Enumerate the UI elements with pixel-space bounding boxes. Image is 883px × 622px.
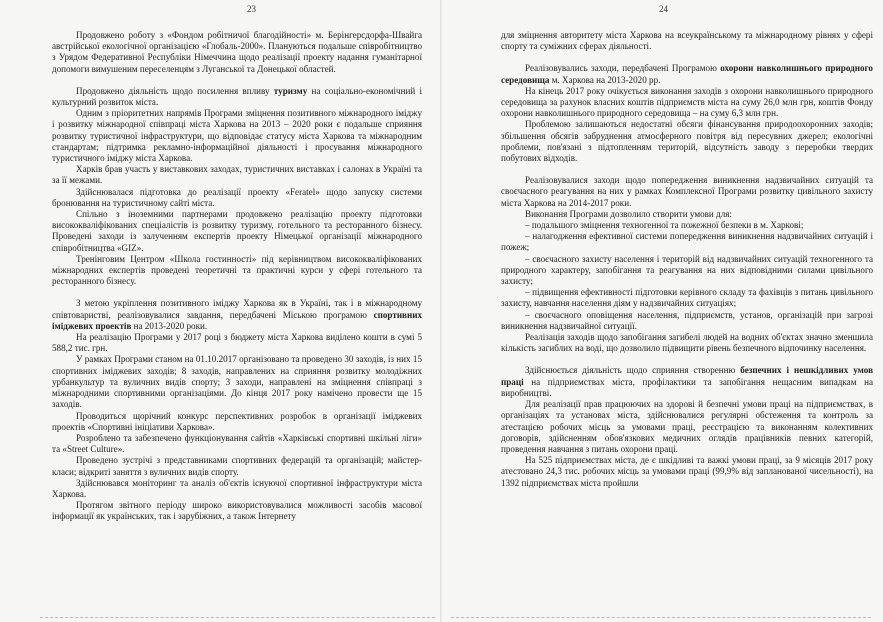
page-number: 24	[659, 4, 668, 14]
paragraph	[52, 187, 422, 209]
page-body	[52, 30, 422, 523]
paragraph	[52, 164, 422, 186]
paragraph-text: – підвищення ефективності підготовки керівного складу та фахівців з питань цивільного захисту, навчання населення діям у надзвичайних ситуаціях;	[501, 287, 873, 309]
paragraph	[501, 254, 873, 288]
paragraph	[52, 108, 422, 164]
paragraph	[52, 500, 422, 522]
paragraph	[501, 310, 873, 332]
paragraph-text: Проблемою залишаються недостатні обсяги фінансування природоохоронних заходів; збільшення обсягів забруднення атмосферного повітря від пересувних джерел; екологічні проблеми, пов'язані з підтопленням територій, відсутність заводу з переробки твердих побутових відходів.	[501, 119, 873, 164]
paragraph-text: для зміцнення авторитету міста Харкова на всеукраїнському та міжнародному рівнях у сфері спорту та суміжних сферах діяльності.	[501, 30, 873, 52]
paragraph-text: Тренінговим Центром «Школа гостинності» під керівництвом висококваліфікованих міжнародних експертів проведені теоретичні та практичні курси у сфері готельного та ресторанного бізнесу.	[52, 253, 422, 287]
paragraph	[52, 298, 422, 332]
paragraph	[52, 30, 422, 75]
paragraph	[501, 332, 873, 354]
paragraph	[52, 455, 422, 477]
paragraph	[501, 399, 873, 455]
paragraph-text: На 525 підприємствах міста, де є шкідливі та важкі умови праці, за 9 місяців 2017 року атестовано 24,3 тис. робочих місць за умовами праці (99,9% від запланованої чисельності), на 1392 підприємствах міста пройшли	[501, 455, 873, 488]
paragraph-text: Реалізовувалися заходи щодо попередження виникнення надзвичайних ситуацій та своєчасного реагування на них у рамках Комплексної Програми розвитку цивільного захисту міста Харкова на 2014-2017 роки.	[501, 175, 873, 208]
paragraph-text: Здійснюється діяльність щодо сприяння створенню	[525, 365, 741, 376]
paragraph-text: На кінець 2017 року очікується виконання заходів з охорони навколишнього природного середовища за рахунок власних коштів підприємств міста на суму 26,0 млн грн, коштів Фонду охорони навколишнього природного середовища – на суму 6,3 млн грн.	[501, 85, 873, 119]
paragraph	[501, 220, 873, 231]
paragraph-text: З метою укріплення позитивного іміджу Харкова як в Україні, так і в міжнародному співтоваристві, реалізовувалися завдання, передбачені Міською програмою	[52, 298, 422, 320]
bold-term: туризму	[273, 85, 308, 96]
paragraph	[52, 478, 422, 500]
paragraph	[501, 86, 873, 120]
bottom-edge-line	[451, 617, 871, 619]
paragraph-text: Харків брав участь у виставкових заходах, туристичних виставках і салонах в Україні та за її межами.	[52, 164, 422, 186]
paragraph-text: Реалізовувались заходи, передбачені Програмою	[525, 63, 721, 74]
page-number: 23	[247, 4, 256, 14]
paragraph-text: Виконання Програми дозволило створити умови для:	[525, 208, 732, 219]
paragraph	[501, 63, 873, 85]
paragraph	[501, 455, 873, 489]
paragraph-text: Реалізація заходів щодо запобігання загибелі людей на водних об'єктах значно зменшила кількість загиблих на воді, що дозволило підвищити рівень безпечного відпочинку населення.	[501, 332, 873, 354]
paragraph-text: на соціально-економічний і культурний розвиток міста.	[52, 85, 422, 108]
paragraph	[501, 231, 873, 253]
paragraph	[501, 287, 873, 309]
bold-term: безпечних і нешкідливих умов праці	[501, 365, 873, 387]
bold-term: охорони навколишнього природного середовища	[501, 63, 873, 85]
paragraph	[52, 433, 422, 455]
paragraph	[52, 332, 422, 354]
paragraph	[52, 86, 422, 108]
paragraph-text: Протягом звітного періоду широко використовувалися можливості засобів масової інформації як українських, так і зарубіжних, а також Інтернету	[52, 500, 422, 522]
paragraph	[52, 209, 422, 254]
bold-term: спортивних іміджевих проектів	[52, 309, 422, 331]
paragraph-text: м. Харкова на 2013-2020 рр.	[549, 74, 661, 85]
paragraph-text: на підприємствах міста, профілактики та запобігання нещасним випадкам на виробництві.	[501, 376, 873, 398]
paragraph-text: У рамках Програми станом на 01.10.2017 організовано та проведено 30 заходів, із них 15 спортивних іміджевих заходів; 8 заходів, направлених на сприяння розвитку молодіжних урбанкультур та вуличних видів спорту; 3 заходи, направлені на зміцнення співпраці з міжнародними спортивними організаціями. До кінця 2017 року намічено провести ще 15 заходів.	[52, 354, 422, 410]
paragraph	[501, 175, 873, 209]
paragraph	[501, 365, 873, 399]
paragraph-text: Продовжено діяльність щодо посилення впливу	[76, 85, 274, 96]
paragraph-text: Здійснювалася підготовка до реалізації проекту «Feratel» щодо запуску системи бронювання на туристичному сайті міста.	[52, 186, 422, 208]
paragraph-text: – налагодження ефективної системи попередження виникнення надзвичайних ситуацій і пожеж;	[501, 231, 873, 253]
paragraph-text: На реалізацію Програми у 2017 році з бюджету міста Харкова виділено кошти в сумі 5 588,2 тис. грн.	[52, 332, 422, 354]
paragraph	[52, 411, 422, 433]
paragraph	[52, 254, 422, 288]
paragraph-text: – подальшого зміцнення техногенної та пожежної безпеки в м. Харкові;	[525, 220, 804, 231]
paragraph-text: Для реалізації прав працюючих на здорові й безпечні умови праці на підприємствах, в організаціях та установах міста, здійснювалися регулярні обстеження та контроль за атестацією робочих місць за умовами праці, реєстрацією та виконанням колективних договорів, здійсненням обов'язкових медичних оглядів працівників певних категорій, проведення навчання з питань охорони праці.	[501, 399, 873, 454]
paragraph-text: на 2013-2020 роки.	[131, 320, 208, 331]
paragraph-text: Спільно з іноземними партнерами продовжено реалізацію проекту підготовки висококваліфікованих спеціалістів із розвитку туризму, готельного та ресторанного бізнесу. Проведені заходи із залученням експертів проекту Німецької організації міжнародного співробітництва «GIZ».	[52, 209, 422, 253]
paragraph	[501, 30, 873, 52]
page-23	[0, 0, 441, 622]
paragraph-text: Розроблено та забезпечено функціонування сайтів «Харківські спортивні шкільні ліги» та «Street Culture».	[52, 432, 422, 455]
page-24	[441, 0, 883, 622]
paragraph	[501, 119, 873, 164]
paragraph-text: Проводиться щорічний конкурс перспективних розробок в організації іміджевих проектів «Спортивні ініціативи Харкова».	[52, 410, 422, 432]
paragraph-text: Проведено зустрічі з представниками спортивних федерацій та організацій; майстер-класи; відкриті заняття з вуличних видів спорту.	[52, 455, 422, 477]
page-body	[501, 30, 873, 489]
bottom-edge-line	[40, 617, 435, 619]
paragraph	[52, 354, 422, 410]
paragraph	[501, 209, 873, 220]
paragraph-text: – своєчасного оповіщення населення, підприємств, установ, організацій при загрозі виникнення надзвичайної ситуації.	[501, 309, 873, 331]
paragraph-text: Продовжено роботу з «Фондом робітничої благодійності» м. Берінгерсдорфа-Швайга австрійської екологічної організацією «Глобаль-2000». Плануються подальше співробітництво з Урядом Федеративної Республіки Німеччина щодо реалізації проекту надання гуманітарної допомоги вимушеним переселенцям з Луганської та Донецької областей.	[52, 30, 422, 74]
paragraph-text: Здійснювався моніторинг та аналіз об'єктів існуючої спортивної інфраструктури міста Харкова.	[52, 477, 422, 499]
paragraph-text: Одним з пріоритетних напрямів Програми зміцнення позитивного міжнародного іміджу і розвитку міжнародної співпраці міста Харкова на 2013 – 2020 роки є подальше сприяння розвитку туристичної інфраструктури, що відповідає статусу міста Харкова та міжнародним стандартам; підтримка рекламно-інформаційної діяльності і просування міжнародного туристичного іміджу міста Харкова.	[52, 108, 422, 164]
paragraph-text: – своєчасного захисту населення і територій від надзвичайних ситуацій техногенного та природного характеру, запобігання та реагування на них відповідними силами цивільного захисту;	[501, 253, 873, 287]
